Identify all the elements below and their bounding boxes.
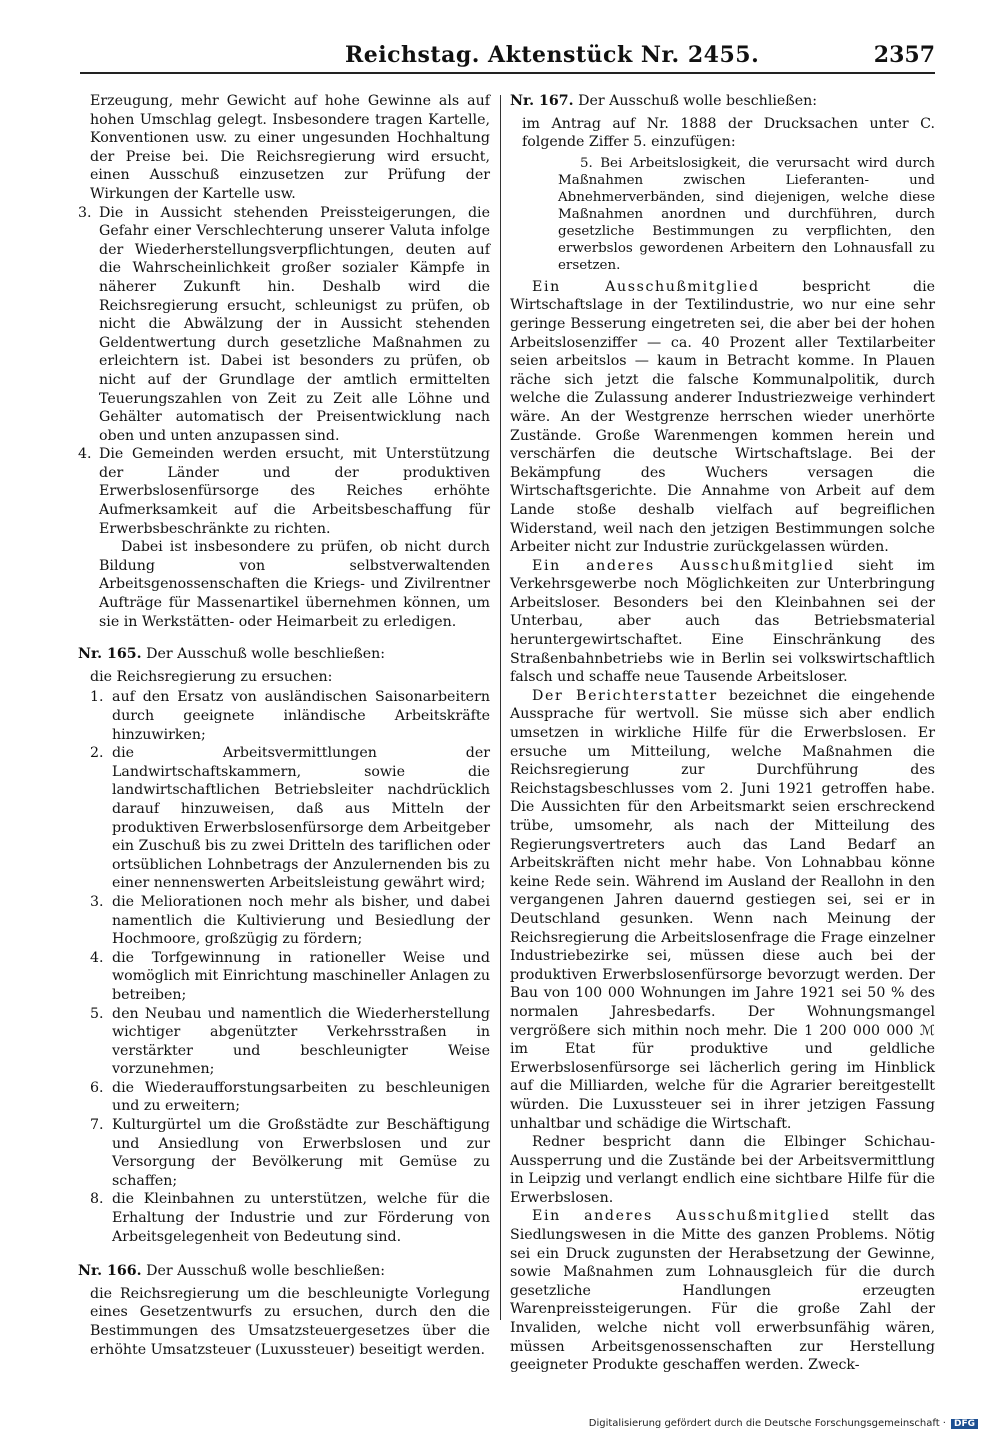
item-text: Kulturgürtel um die Großstädte zur Beschäftigung und Ansiedlung von Erwerbslosen und zur Versorgung der Bevölkerung mit Gemüse zu schaffen;	[112, 1117, 490, 1189]
footer-text: Digitalisierung gefördert durch die Deutsche Forschungsgemeinschaft ·	[588, 1418, 946, 1429]
left-column	[78, 92, 490, 1361]
motion-number: Nr. 165.	[78, 646, 142, 663]
paragraph-text: stellt das Siedlungswesen in die Mitte des ganzen Problems. Nötig sei ein Druck zugunsten der Herabsetzung der Gewinne, sowie Maßnahmen zum Lohnausgleich für die durch gesetzliche Handlungen erzeugten Warenpreissteigerungen. Für die große Zahl der Invaliden, welche nicht voll erwerbsunfähig wären, müssen Arbeitsgenossenschaften zur Herstellung geeigneter Produkte geschaffen werden. Zweck-	[510, 1208, 936, 1374]
paragraph-text: sieht im Verkehrsgewerbe noch Möglichkeiten zur Unterbringung Arbeitsloser. Besonders bei den Kleinbahnen sei der Unterbau, aber auch das Betriebsmaterial heruntergewirtschaftet. Eine Einschränkung des Straßenbahnbetriebs wie in Berlin sei volkswirtschaftlich falsch und schaffe neue Tausende Arbeitsloser.	[510, 557, 935, 686]
item-text: die Arbeitsvermittlungen der Landwirtschaftskammern, sowie die landwirtschaftlichen Betriebsleiter nachdrücklich darauf hinzuweisen, daß aus Mitteln der produktiven Erwerbslosenfürsorge dem Arbeitgeber ein Zuschuß bis zu zwei Dritteln des tariflichen oder ortsüblichen Lohnbetrags der Anzulernenden bis zu einer nennenswerten Arbeitsleistung gewährt wird;	[112, 745, 491, 892]
discussion-paragraph	[510, 557, 935, 687]
discussion-paragraph	[510, 1207, 935, 1374]
intro-paragraph: Erzeugung, mehr Gewicht auf hohe Gewinne als auf hohen Umschlag gelegt. Insbesondere tragen Kartelle, Konventionen usw. zu einer ungesunden Hochhaltung der Preise bei. Die Reichsregierung wird ersucht, einen Ausschuß einzusetzen zur Prüfung der Wirkungen der Kartelle usw.	[90, 93, 490, 202]
item-text: die Torfgewinnung in rationeller Weise und womöglich mit Einrichtung maschineller Anlagen zu betreiben;	[112, 949, 490, 1003]
page-number: 2357	[873, 42, 935, 68]
list-item	[78, 949, 490, 1005]
item-text: die Kleinbahnen zu unterstützen, welche für die Erhaltung der Industrie und zur Förderung von Arbeitsgelegenheit von Bedeutung sind.	[112, 1191, 490, 1245]
item-number: 8.	[90, 1191, 104, 1208]
speaker-label: Der Berichterstatter	[532, 687, 718, 704]
motion-lead: im Antrag auf Nr. 1888 der Drucksachen unter C. folgende Ziffer 5. einzufügen:	[522, 115, 935, 151]
item-number: 4.	[78, 446, 92, 463]
discussion-paragraph	[510, 278, 935, 557]
column-divider	[500, 95, 501, 1320]
item-text: den Neubau und namentlich die Wiederherstellung wichtiger abgenützter Verkehrsstraßen in verstärkter und beschleunigter Weise vorzunehmen;	[112, 1005, 490, 1078]
motion-heading-text: Der Ausschuß wolle beschließen:	[146, 1263, 386, 1280]
item-number: 3.	[78, 204, 92, 221]
list-item	[78, 1190, 490, 1246]
item-number: 4.	[90, 949, 104, 966]
motion-text: die Reichsregierung um die beschleunigte Vorlegung eines Gesetzentwurfs zu ersuchen, durch den die Bestimmungen des Umsatzsteuergesetzes über die erhöhte Umsatzsteuer (Luxussteuer) beseitigt werden.	[90, 1285, 490, 1358]
speaker-label: Ein anderes Ausschußmitglied	[532, 1208, 831, 1225]
right-column	[510, 92, 935, 1375]
item-text: Die Gemeinden werden ersucht, mit Unterstützung der Länder und der produktiven Erwerbslosenfürsorge des Reiches erhöhte Aufmerksamkeit auf die Arbeitsbeschaffung für Erwerbsbeschränkte zu richten.	[99, 446, 490, 537]
discussion-paragraph	[510, 1133, 935, 1207]
discussion-paragraph	[510, 687, 935, 1133]
motion-heading-165	[78, 645, 490, 664]
page-title: Reichstag. Aktenstück Nr. 2455.	[345, 42, 760, 68]
dfg-logo: DFG	[951, 1419, 978, 1429]
item-number: 7.	[90, 1117, 104, 1134]
list-item	[78, 204, 490, 446]
list-item	[78, 688, 490, 744]
motion-heading-166	[78, 1262, 490, 1281]
list-item	[78, 893, 490, 949]
list-item	[78, 1005, 490, 1079]
speaker-label: Ein Ausschußmitglied	[532, 278, 760, 295]
item-number: 1.	[90, 689, 104, 706]
list-item	[78, 744, 490, 893]
paragraph-text: bezeichnet die eingehende Aussprache für wertvoll. Sie müsse sich aber endlich umsetzen in wirkliche Hilfe für die Erwerbslosen. Er ersuche um Mitteilung, welche Maßnahmen die Reichsregierung zur Durchführung des Reichstagsbeschlusses vom 2. Juni 1921 getroffen habe. Die Aussichten für den Arbeitsmarkt seien erschreckend trübe, umsomehr, als nach der Mitteilung des Regierungsvertreters auch das Land Bedarf an Arbeitskräften nicht mehr habe. Von Lohnabbau könne keine Rede sein. Während im Ausland der Reallohn in den vergangenen Jahren dauernd gestiegen sei, sei er in Deutschland gesunken. Wenn nach Meinung der Reichsregierung die Arbeitslosenfrage die Frage einzelner Industriebezirke sei, müssen diese auch bei der produktiven Erwerbslosenfürsorge bevorzugt werden. Der Bau von 100 000 Wohnungen im Jahre 1921 sei 50 % des normalen Jahresbedarfs. Der Wohnungsmangel vergrößere sich mithin noch mehr. Die 1 200 000 000 ℳ im Etat für produktive und geldliche Erwerbslosenfürsorge sei lächerlich gering im Hinblick auf die Milliarden, welche für die Agrarier bereitgestellt würden. Die Luxussteuer sei in ihrer jetzigen Fassung unhaltbar und schädige die Wirtschaft.	[510, 687, 935, 1132]
item-number: 6.	[90, 1079, 104, 1096]
item-continuation: Dabei ist insbesondere zu prüfen, ob nicht durch Bildung von selbstverwaltenden Arbeitsgenossenschaften die Kriegs- und Zivilrentner Aufträge für Massenartikel übernehmen können, um sie in Werkstätten- oder Heimarbeit zu erledigen.	[99, 539, 490, 630]
item-text: die Meliorationen noch mehr als bisher, und dabei namentlich die Kultivierung und Besiedlung der Hochmoore, großzügig zu fördern;	[112, 893, 490, 948]
list-item	[78, 1079, 490, 1116]
list-item	[78, 445, 490, 538]
motion-quote: 5. Bei Arbeitslosigkeit, die verursacht wird durch Maßnahmen zwischen Lieferanten- und Abnehmerverbänden, sind diejenigen, welche diese Maßnahmen anordnen und durchführen, durch gesetzliche Bestimmungen zu verpflichten, den erwerbslos gewordenen Arbeitern den Lohnausfall zu ersetzen.	[558, 155, 935, 273]
item-text: die Wiederaufforstungsarbeiten zu beschleunigen und zu erweitern;	[112, 1079, 490, 1115]
motion-lead: die Reichsregierung zu ersuchen:	[90, 668, 333, 685]
item-number: 5.	[90, 1005, 104, 1022]
list-item	[78, 1116, 490, 1190]
paragraph-text: Redner bespricht dann die Elbinger Schichau-Aussperrung und die Zustände bei der Arbeitsvermittlung in Leipzig und verlangt endlich eine sichtbare Hilfe für die Erwerbslosen.	[510, 1134, 935, 1206]
motion-heading-167	[510, 92, 935, 111]
motion-heading-text: Der Ausschuß wolle beschließen:	[578, 93, 818, 109]
footer-credit	[589, 1418, 978, 1429]
motion-number: Nr. 166.	[78, 1263, 142, 1280]
item-number: 3.	[90, 893, 104, 910]
speaker-label: Ein anderes Ausschußmitglied	[532, 557, 835, 574]
item-text: Die in Aussicht stehenden Preissteigerungen, die Gefahr einer Verschlechterung unserer Valuta infolge der Wiederherstellungsverpflichtungen, deuten auf die Wahrscheinlichkeit großer sozialer Kämpfe in näherer Zukunft hin. Deshalb wird die Reichsregierung ersucht, schleunigst zu prüfen, ob nicht die Abwälzung der in Aussicht stehenden Geldentwertung durch gesetzliche Maßnahmen zu erleichtern ist. Dabei ist besonders zu prüfen, ob nicht auf der Grundlage der amtlich ermittelten Teuerungszahlen von Zeit zu Zeit alle Löhne und Gehälter automatisch der Preisentwicklung nach oben und unten anzupassen sind.	[99, 204, 490, 444]
header-rule	[80, 72, 935, 74]
motion-heading-text: Der Ausschuß wolle beschließen:	[146, 646, 386, 663]
item-text: auf den Ersatz von ausländischen Saisonarbeitern durch geeignete inländische Arbeitskräfte hinzuwirken;	[112, 689, 490, 743]
paragraph-text: bespricht die Wirtschaftslage in der Textilindustrie, wo nur eine sehr geringe Besserung eingetreten sei, die aber bei der hohen Arbeitslosenziffer — ca. 40 Prozent aller Textilarbeiter seien arbeitslos — kaum in Betracht komme. In Plauen räche sich jetzt die falsche Kommunalpolitik, durch welche die Zulassung anderer Industriezweige verhindert wäre. An der Westgrenze herrschen wieder unerhörte Zustände. Große Warenmengen kommen herein und verschärfen die deutsche Wirtschaftslage. Bei der Bekämpfung des Wuchers versagen die Wirtschaftsgerichte. Die Annahme von Arbeit auf dem Lande stoße deshalb vielfach auf begreiflichen Widerstand, weil nach den jetzigen Bestimmungen solche Arbeiter nicht zur Industrie zurückgelassen würden.	[510, 278, 936, 556]
item-number: 2.	[90, 745, 104, 762]
page-header	[80, 42, 935, 72]
motion-number: Nr. 167.	[510, 93, 574, 109]
